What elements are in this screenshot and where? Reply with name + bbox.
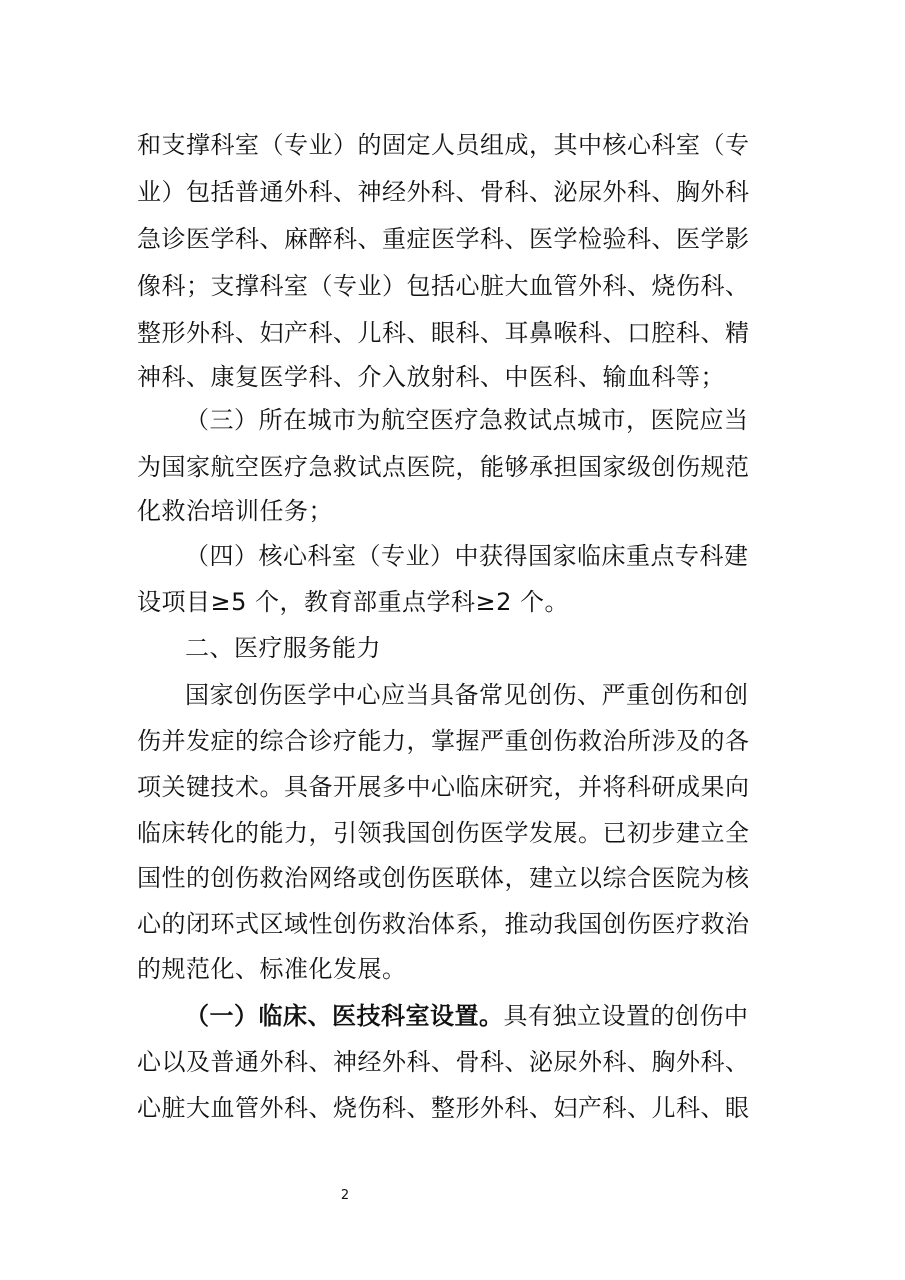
body-text-line: 为国家航空医疗急救试点医院，能够承担国家级创伤规范 <box>137 453 750 481</box>
body-text-line: 设项目≥5 个，教育部重点学科≥2 个。 <box>137 588 570 616</box>
paragraph-item-3: （三）所在城市为航空医疗急救试点城市，医院应当 <box>185 406 749 434</box>
body-text-line: 急诊医学科、麻醉科、重症医学科、医学检验科、医学影 <box>137 225 750 253</box>
subsection-heading: （一）临床、医技科室设置。 <box>185 1002 504 1030</box>
body-text-line: 化救治培训任务； <box>137 497 333 525</box>
paragraph-item-4: （四）核心科室（专业）中获得国家临床重点专科建 <box>185 542 749 570</box>
body-text-line: 神科、康复医学科、介入放射科、中医科、输血科等； <box>137 363 725 391</box>
section-heading: 二、医疗服务能力 <box>185 634 381 662</box>
body-text-line: 心的闭环式区域性创伤救治体系，推动我国创伤医疗救治 <box>137 910 750 938</box>
body-text-line: 临床转化的能力，引领我国创伤医学发展。已初步建立全 <box>137 819 750 847</box>
body-text-line: 国性的创伤救治网络或创伤医联体，建立以综合医院为核 <box>137 864 750 892</box>
body-text-line: 项关键技术。具备开展多中心临床研究，并将科研成果向 <box>137 773 750 801</box>
page-number: 2 <box>340 1188 350 1203</box>
body-text-line: 国家创伤医学中心应当具备常见创伤、严重创伤和创 <box>185 681 749 709</box>
body-text-line: 像科；支撑科室（专业）包括心脏大血管外科、烧伤科、 <box>137 272 750 300</box>
body-text-line: 心脏大血管外科、烧伤科、整形外科、妇产科、儿科、眼 <box>137 1094 750 1122</box>
subsection-text: 具有独立设置的创伤中 <box>503 1002 749 1030</box>
body-text-line: 心以及普通外科、神经外科、骨科、泌尿外科、胸外科、 <box>137 1048 750 1076</box>
body-text-line: 和支撑科室（专业）的固定人员组成，其中核心科室（专 <box>137 131 750 159</box>
body-text-line: 业）包括普通外科、神经外科、骨科、泌尿外科、胸外科 <box>137 178 750 206</box>
body-text-line: 伤并发症的综合诊疗能力，掌握严重创伤救治所涉及的各 <box>137 727 750 755</box>
body-text-line: 的规范化、标准化发展。 <box>137 955 407 983</box>
subsection-paragraph <box>185 1001 749 1031</box>
body-text-line: 整形外科、妇产科、儿科、眼科、耳鼻喉科、口腔科、精 <box>137 319 750 347</box>
